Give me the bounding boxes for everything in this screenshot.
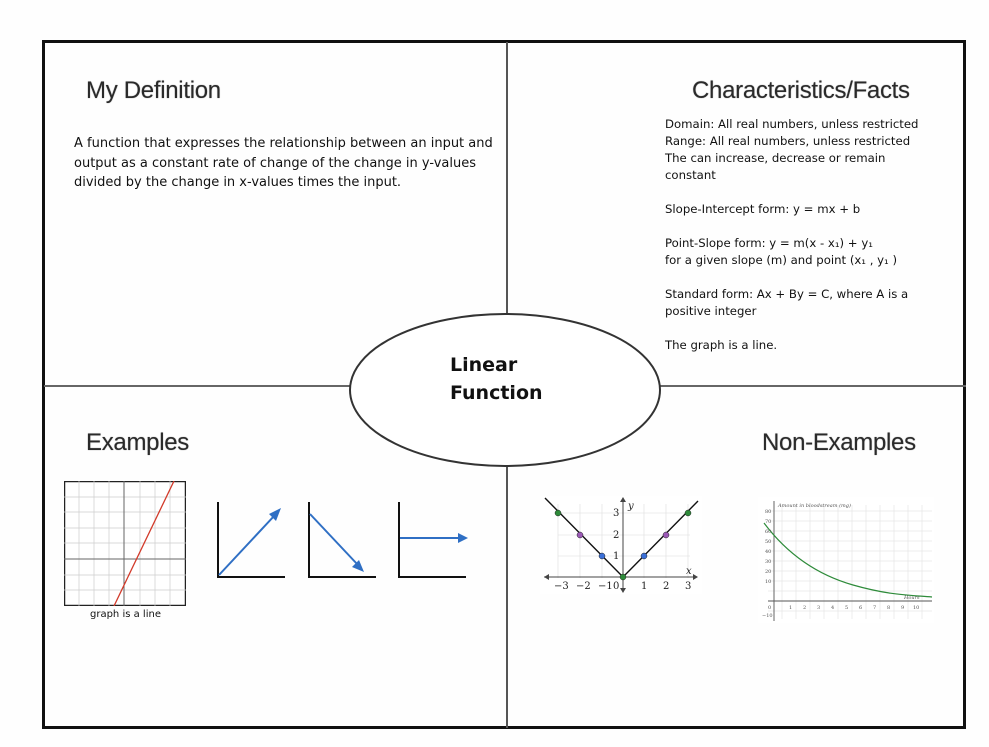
example-grid-graph [64, 481, 186, 606]
fact-trend-cont: constant [665, 168, 716, 182]
fact-graph-line: The graph is a line. [665, 338, 778, 352]
abs-x-tick: −1 [598, 581, 613, 592]
decay-y-tick: 10 [765, 579, 772, 585]
decay-x-tick: 4 [831, 605, 835, 611]
abs-x-tick: 2 [663, 581, 670, 592]
decay-y-tick: 40 [765, 549, 772, 555]
abs-y-label: y [628, 501, 634, 512]
fact-range: Range: All real numbers, unless restricted [665, 134, 911, 148]
example-constant-graph [396, 500, 470, 580]
fact-domain: Domain: All real numbers, unless restricted [665, 117, 919, 131]
decay-y-title: Amount in bloodstream (mg) [778, 503, 851, 509]
fact-trend: The can increase, decrease or remain [665, 151, 886, 165]
facts-list [665, 116, 935, 354]
decay-x-tick: 10 [913, 605, 920, 611]
definition-text [74, 134, 493, 193]
fact-point-slope: Point-Slope form: y = m(x - x₁) + y₁ [665, 236, 873, 250]
center-title [450, 351, 543, 407]
abs-y-tick: 1 [613, 551, 620, 562]
decay-x-tick: 7 [873, 605, 877, 611]
decay-y-tick: 70 [765, 519, 772, 525]
decay-x-tick: 1 [789, 605, 793, 611]
definition-line: divided by the change in x-values times the input. [74, 175, 402, 190]
decay-y-tick: 60 [765, 529, 772, 535]
decay-y-tick: 30 [765, 559, 772, 565]
decay-x-title: Hours [904, 595, 920, 601]
abs-x-tick: 1 [641, 581, 648, 592]
decay-y-tick: −10 [762, 613, 773, 619]
abs-x-tick: −3 [554, 581, 569, 592]
definition-line: output as a constant rate of change of the change in y-values [74, 155, 476, 171]
arrow-head-icon [458, 533, 468, 543]
example-increasing-graph [215, 500, 287, 580]
abs-y-tick: 3 [613, 508, 620, 519]
non-example-absolute-value-graph [540, 496, 702, 594]
fact-slope-intercept: Slope-Intercept form: y = mx + b [665, 202, 861, 216]
center-title-line2: Function [450, 382, 543, 404]
example-decreasing-graph [306, 500, 378, 580]
definition-heading: My Definition [86, 77, 221, 104]
decay-x-tick: 5 [845, 605, 849, 611]
abs-x-label: x [686, 566, 692, 577]
examples-heading: Examples [86, 429, 189, 456]
decay-y-tick: 80 [765, 509, 772, 515]
non-example-decay-graph [758, 497, 934, 623]
decay-y-tick: 20 [765, 569, 772, 575]
abs-x-tick: 0 [613, 581, 620, 592]
center-title-line1: Linear [450, 354, 518, 376]
non-examples-heading: Non-Examples [762, 429, 916, 456]
fact-standard-form: Standard form: Ax + By = C, where A is a [665, 287, 909, 301]
fact-standard-form-cont: positive integer [665, 304, 757, 318]
abs-y-tick: 2 [613, 530, 620, 541]
facts-heading: Characteristics/Facts [692, 77, 910, 104]
definition-line: A function that expresses the relationship between an input and [74, 136, 493, 151]
fact-point-slope-note: for a given slope (m) and point (x₁ , y₁ ) [665, 253, 897, 267]
example-caption: graph is a line [90, 609, 161, 620]
decay-x-tick: 8 [887, 605, 891, 611]
decay-x-tick: 3 [817, 605, 821, 611]
decay-x-tick: 2 [803, 605, 807, 611]
abs-x-tick: −2 [576, 581, 591, 592]
abs-x-tick: 3 [685, 581, 692, 592]
decay-y-tick: 0 [768, 605, 772, 611]
decay-x-tick: 6 [859, 605, 863, 611]
decay-y-tick: 50 [765, 539, 772, 545]
decay-x-tick: 9 [901, 605, 905, 611]
